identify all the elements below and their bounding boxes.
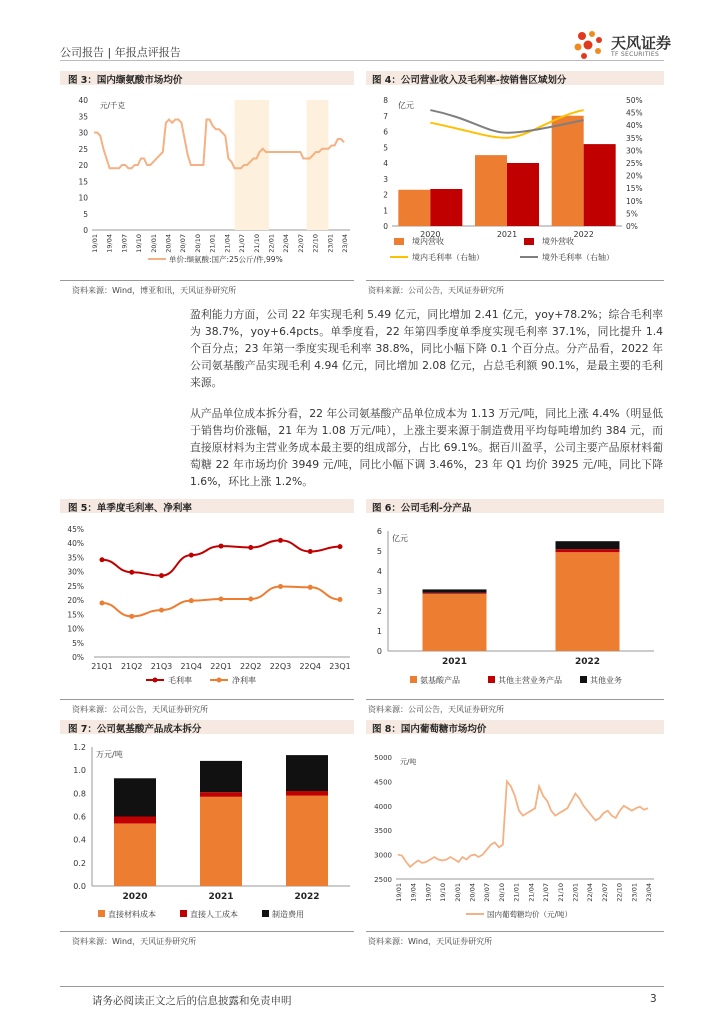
y-tick-label: 4000 (374, 802, 392, 811)
legend-label: 境内营收 (412, 237, 444, 246)
x-tick-label: 19/04 (409, 883, 418, 902)
y-tick-label: 5000 (374, 754, 392, 762)
x-tick-label: 21Q2 (120, 662, 143, 671)
x-tick-label: 22/01 (571, 883, 580, 902)
y2-tick-label: 10% (626, 196, 643, 206)
y-axis-unit: 元/吨 (400, 758, 417, 766)
stacked-bar-segment (200, 792, 242, 797)
fig4-rule (366, 280, 664, 281)
x-tick-label: 2022 (573, 230, 594, 239)
x-tick-label: 22/10 (615, 883, 624, 902)
y-tick-label: 0.4 (73, 835, 86, 845)
data-point (129, 570, 134, 575)
paragraph-text: 盈利能力方面，公司 22 年实现毛利 5.49 亿元，同比增加 2.41 亿元，yoy+78.2%；综合毛利率为 38.7%，yoy+6.4pcts。单季度看，22 年第四季度单季度实现毛利率 37.1%，同比提升 1.4 个百分点；23 年第一季度实现毛利率 38.8%，同比小幅下降 0.1 个百分点。分产品看，2022 年公司氨基酸产品实现毛利 4.94 亿元，同比增加 2.08 亿元，占总毛利额 90.1%，是最主要的毛利来源。 (190, 308, 663, 389)
legend-label: 其他业务 (590, 676, 622, 685)
x-tick-label: 2021 (441, 657, 468, 667)
y-tick-label: 3 (376, 587, 382, 596)
fig5-source: 资料来源：公司公告，天风证券研究所 (72, 705, 208, 714)
x-tick-label: 21Q3 (150, 662, 173, 671)
y-tick-label: 4 (376, 567, 382, 576)
x-tick-label: 21/07 (238, 234, 247, 253)
fig7-title: 图 7：公司氨基酸产品成本拆分 (68, 724, 202, 735)
fig6-chart (364, 517, 664, 692)
x-tick-label: 22/01 (267, 234, 276, 253)
x-tick-label: 21/01 (512, 883, 521, 902)
bar (552, 116, 584, 226)
y2-tick-label: 25% (626, 159, 643, 168)
stacked-bar-segment (114, 778, 156, 816)
fig4-chart (364, 90, 664, 270)
x-tick-label: 21/10 (556, 883, 565, 902)
x-tick-label: 20/01 (149, 234, 158, 253)
legend-label: 境外营收 (542, 237, 574, 246)
legend-label: 境内毛利率（右轴） (412, 253, 484, 262)
x-tick-label: 2021 (496, 230, 518, 239)
fig3-rule (60, 280, 354, 281)
data-point (100, 557, 105, 562)
fig4-title: 图 4：公司营业收入及毛利率-按销售区域划分 (372, 75, 567, 86)
fig4-source: 资料来源：公司公告，天风证券研究所 (368, 286, 504, 295)
y-tick-label: 3000 (374, 851, 392, 860)
y-tick-label: 0 (83, 226, 88, 235)
y-tick-label: 10 (78, 193, 88, 203)
fig8-rule (366, 931, 664, 932)
legend-swatch (524, 238, 534, 245)
x-tick-label: 20/04 (164, 234, 173, 253)
legend-swatch (217, 678, 222, 683)
y-axis-unit: 亿元 (392, 534, 408, 543)
y2-tick-label: 35% (626, 133, 643, 143)
data-point (129, 614, 134, 619)
shaded-period (307, 100, 329, 230)
x-tick-label: 21/01 (208, 234, 217, 253)
legend-swatch (180, 910, 187, 917)
y-tick-label: 1 (383, 206, 388, 216)
stacked-bar-segment (286, 791, 328, 796)
x-tick-label: 21/07 (542, 883, 551, 902)
y-tick-label: 20 (78, 161, 88, 170)
x-tick-label: 20/07 (179, 234, 188, 253)
stacked-bar-segment (114, 823, 156, 886)
shaded-period (235, 100, 269, 230)
y-axis-unit: 万元/吨 (96, 750, 123, 759)
x-tick-label: 20/04 (468, 883, 477, 902)
x-tick-label: 22Q1 (210, 662, 232, 671)
y-tick-label: 25% (67, 581, 84, 591)
stacked-bar-segment (286, 755, 328, 791)
y-tick-label: 8 (383, 96, 388, 105)
y2-tick-label: 5% (626, 209, 638, 219)
data-point (159, 573, 164, 578)
y-tick-label: 40 (78, 96, 88, 105)
fig8-title: 图 8：国内葡萄糖市场均价 (372, 724, 487, 735)
y2-tick-label: 30% (626, 146, 643, 156)
x-tick-label: 22Q4 (299, 662, 322, 671)
fig6-rule (366, 699, 664, 700)
y-tick-label: 30 (78, 128, 88, 138)
y-tick-label: 40% (67, 539, 84, 549)
fig3-title: 图 3：国内缬氨酸市场均价 (68, 75, 183, 86)
x-tick-label: 19/10 (439, 883, 448, 902)
y-tick-label: 4 (383, 159, 388, 168)
body-paragraph-2 (190, 405, 663, 490)
x-tick-label: 20/01 (453, 883, 462, 902)
fig5-title: 图 5：单季度毛利率、净利率 (68, 503, 192, 514)
stacked-bar-segment (423, 594, 487, 651)
y-axis-unit: 元/千克 (100, 101, 126, 110)
x-tick-label: 22/07 (296, 234, 305, 253)
bar (507, 163, 539, 226)
x-tick-label: 23/01 (630, 883, 639, 902)
data-point (219, 544, 224, 549)
fig7-chart (60, 737, 356, 923)
y-tick-label: 1.0 (73, 766, 86, 776)
y-tick-label: 35% (67, 553, 84, 563)
paragraph-text: 从产品单位成本拆分看，22 年公司氨基酸产品单位成本为 1.13 万元/吨，同比上涨 4.4%（明显低于销售均价涨幅，21 年为 1.08 万元/吨），上涨主要来源于制造费用平均每吨增加约 384 元，而直接原材料为主营业务成本最主要的组成部分，占比 69.1%。据百川盈孚，公司主要产品原材料葡萄糖 22 年市场均价 3949 元/吨，同比小幅下调 3.46%，23 年 Q1 均价 3925 元/吨，同比下降 1.6%，环比上涨 1.2%。 (190, 407, 663, 488)
y-tick-label: 15 (78, 177, 88, 187)
fig5-chart (60, 517, 356, 692)
legend-swatch (98, 910, 105, 917)
legend-label: 制造费用 (272, 910, 304, 919)
legend-label: 其他主营业务产品 (498, 676, 562, 685)
x-tick-label: 21/04 (527, 883, 536, 902)
legend-label: 净利率 (232, 676, 256, 685)
x-tick-label: 22Q3 (269, 662, 292, 671)
y-tick-label: 3500 (374, 827, 392, 836)
data-point (100, 600, 105, 605)
x-tick-label: 21/04 (223, 234, 232, 253)
stacked-bar-segment (286, 796, 328, 886)
legend-label: 氨基酸产品 (420, 676, 460, 685)
data-point (278, 584, 283, 589)
y-tick-label: 0.8 (73, 789, 86, 799)
y-axis-unit: 亿元 (398, 101, 414, 110)
x-tick-label: 2021 (208, 892, 234, 902)
x-tick-label: 2022 (294, 892, 320, 902)
y-tick-label: 25 (78, 144, 88, 154)
legend-swatch (488, 676, 495, 683)
x-tick-label: 19/07 (120, 234, 129, 253)
y-tick-label: 2500 (374, 876, 392, 884)
report-header: 公司报告 | 年报点评报告 (60, 46, 181, 59)
body-paragraph-1 (190, 306, 663, 391)
x-tick-label: 19/04 (105, 234, 114, 253)
x-tick-label: 19/07 (424, 883, 433, 902)
legend-swatch (262, 910, 269, 917)
y-tick-label: 5% (72, 638, 84, 648)
stacked-bar-segment (200, 761, 242, 792)
y2-tick-label: 15% (626, 184, 643, 194)
data-point (189, 553, 194, 558)
stacked-bar-segment (114, 817, 156, 824)
y-tick-label: 10% (67, 624, 84, 634)
y-tick-label: 15% (67, 610, 84, 620)
stacked-bar-segment (423, 593, 487, 594)
x-tick-label: 19/10 (135, 234, 144, 253)
y-tick-label: 5 (376, 547, 382, 556)
stacked-bar-segment (200, 797, 242, 886)
y-tick-label: 0.2 (73, 858, 86, 868)
x-tick-label: 22/04 (586, 883, 595, 902)
y-tick-label: 3 (383, 174, 388, 184)
footer-disclaimer: 请务必阅读正文之后的信息披露和免责申明 (92, 995, 292, 1007)
x-tick-label: 21/10 (252, 234, 261, 253)
bar (475, 155, 507, 226)
legend-swatch (580, 676, 587, 683)
bar (430, 189, 462, 226)
y2-tick-label: 45% (626, 108, 643, 118)
logo-mark-icon (572, 30, 608, 62)
x-tick-label: 2022 (574, 657, 601, 667)
fig3-source: 资料来源：Wind，博亚和讯，天风证券研究所 (72, 286, 237, 295)
fig7-source: 资料来源：Wind，天风证券研究所 (72, 937, 197, 946)
data-point (159, 608, 164, 613)
logo-name: 天风证券 (611, 34, 672, 52)
data-point (308, 549, 313, 554)
y2-tick-label: 50% (626, 96, 643, 105)
legend-label: 直接材料成本 (108, 910, 156, 919)
y-tick-label: 35 (78, 112, 88, 122)
data-point (248, 596, 253, 601)
x-tick-label: 19/01 (395, 883, 403, 902)
legend-label: 境外毛利率（右轴） (542, 253, 614, 262)
x-tick-label: 23Q1 (329, 662, 351, 671)
stacked-bar-segment (556, 541, 620, 549)
y-tick-label: 4500 (374, 778, 392, 787)
x-tick-label: 21Q4 (180, 662, 203, 671)
y-tick-label: 5 (83, 209, 88, 219)
stacked-bar-segment (423, 589, 487, 592)
y-tick-label: 5 (383, 143, 388, 153)
y-tick-label: 6 (383, 127, 388, 137)
y2-tick-label: 0% (626, 222, 638, 231)
x-tick-label: 22/07 (600, 883, 609, 902)
y-tick-label: 20% (67, 596, 84, 606)
y-tick-label: 0 (383, 222, 388, 231)
data-point (338, 544, 343, 549)
page-number: 3 (650, 993, 657, 1005)
data-point (338, 597, 343, 602)
bar (584, 144, 616, 226)
x-tick-label: 22/04 (282, 234, 291, 253)
fig8-source: 资料来源：Wind，天风证券研究所 (368, 937, 493, 946)
fig6-title: 图 6：公司毛利-分产品 (372, 503, 472, 514)
legend-swatch (394, 238, 404, 245)
y-tick-label: 0% (72, 653, 84, 662)
y2-tick-label: 20% (626, 171, 643, 181)
footer-divider (60, 986, 664, 987)
bar (398, 190, 430, 226)
y-tick-label: 0.6 (73, 812, 86, 822)
legend-label: 直接人工成本 (190, 910, 238, 919)
x-tick-label: 23/04 (341, 234, 349, 253)
x-tick-label: 20/10 (193, 234, 202, 253)
fig6-source: 资料来源：公司公告，天风证券研究所 (368, 705, 504, 714)
fig7-rule (60, 931, 354, 932)
x-tick-label: 22Q2 (239, 662, 262, 671)
y-tick-label: 45% (67, 525, 84, 534)
x-tick-label: 20/10 (497, 883, 506, 902)
fig5-rule (60, 699, 354, 700)
y-tick-label: 2 (383, 190, 388, 200)
y-tick-label: 1.2 (73, 743, 86, 752)
x-tick-label: 2020 (122, 892, 148, 902)
legend-swatch (410, 676, 417, 683)
x-tick-label: 20/07 (483, 883, 492, 902)
y-tick-label: 7 (383, 111, 388, 121)
y-tick-label: 0 (376, 647, 382, 656)
legend-swatch (153, 678, 158, 683)
x-tick-label: 22/10 (311, 234, 320, 253)
y-tick-label: 30% (67, 567, 84, 577)
legend-label: 单价:缬氨酸:国产:25公斤/件,99% (169, 255, 283, 264)
legend-label: 毛利率 (168, 676, 192, 685)
data-point (189, 598, 194, 603)
stacked-bar-segment (556, 549, 620, 552)
x-tick-label: 23/01 (326, 234, 335, 253)
data-point (308, 585, 313, 590)
y-tick-label: 1 (376, 627, 382, 636)
x-tick-label: 2020 (420, 230, 441, 239)
y-tick-label: 2 (376, 607, 382, 616)
data-point (248, 545, 253, 550)
data-point (278, 538, 283, 543)
stacked-bar-segment (556, 552, 620, 651)
y-tick-label: 0.0 (73, 882, 86, 891)
x-tick-label: 21Q1 (91, 662, 113, 671)
x-tick-label: 19/01 (91, 234, 99, 253)
fig8-chart (364, 737, 664, 923)
price-line (398, 781, 648, 866)
x-tick-label: 23/04 (645, 883, 653, 902)
data-point (219, 596, 224, 601)
legend-label: 国内葡萄糖均价（元/吨） (487, 910, 573, 919)
y2-tick-label: 40% (626, 121, 643, 131)
y-tick-label: 6 (376, 527, 382, 536)
fig3-chart (60, 90, 356, 268)
logo-subtitle: TF SECURITIES (611, 51, 660, 58)
header-divider (60, 60, 664, 61)
